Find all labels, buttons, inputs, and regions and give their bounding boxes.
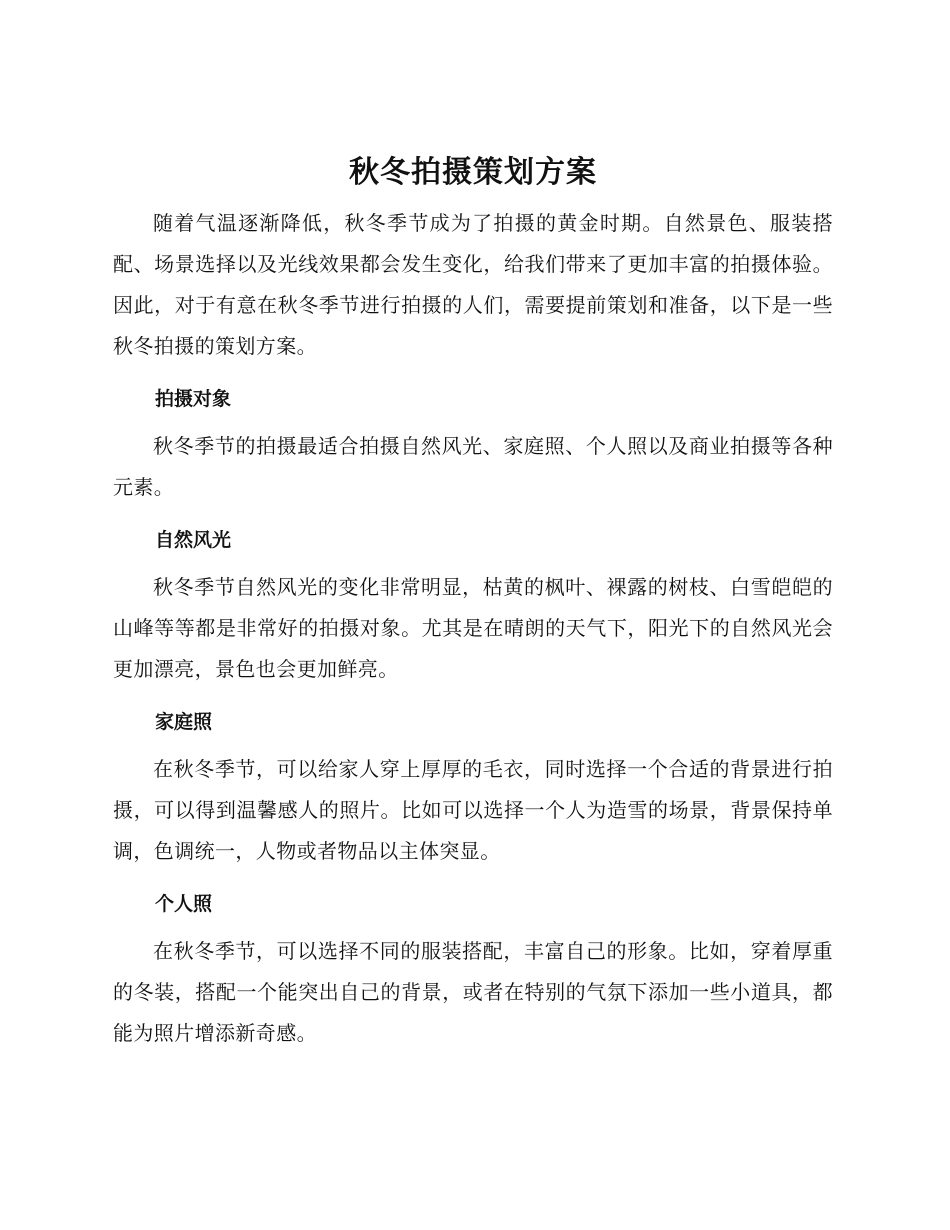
- section-body-subjects: 秋冬季节的拍摄最适合拍摄自然风光、家庭照、个人照以及商业拍摄等各种元素。: [113, 434, 833, 499]
- section-heading-portrait: 个人照: [155, 893, 213, 915]
- section-heading-landscape: 自然风光: [155, 529, 232, 551]
- intro-paragraph: 随着气温逐渐降低，秋冬季节成为了拍摄的黄金时期。自然景色、服装搭配、场景选择以及光线效果都会发生变化，给我们带来了更加丰富的拍摄体验。因此，对于有意在秋冬季节进行拍摄的人们，需要提前策划和准备，以下是一些秋冬拍摄的策划方案。: [113, 211, 833, 358]
- section-heading-family: 家庭照: [155, 711, 213, 733]
- section-body-landscape: 秋冬季节自然风光的变化非常明显，枯黄的枫叶、裸露的树枝、白雪皑皑的山峰等等都是非常好的拍摄对象。尤其是在晴朗的天气下，阳光下的自然风光会更加漂亮，景色也会更加鲜亮。: [113, 575, 833, 681]
- document-body: [113, 146, 833, 1054]
- section-body-family: 在秋冬季节，可以给家人穿上厚厚的毛衣，同时选择一个合适的背景进行拍摄，可以得到温馨感人的照片。比如可以选择一个人为造雪的场景，背景保持单调，色调统一，人物或者物品以主体突显。: [113, 757, 833, 863]
- section-body-portrait: 在秋冬季节，可以选择不同的服装搭配，丰富自己的形象。比如，穿着厚重的冬装，搭配一个能突出自己的背景，或者在特别的气氛下添加一些小道具，都能为照片增添新奇感。: [113, 939, 833, 1045]
- section-heading-subjects: 拍摄对象: [155, 388, 232, 410]
- document-title: 秋冬拍摄策划方案: [349, 155, 597, 190]
